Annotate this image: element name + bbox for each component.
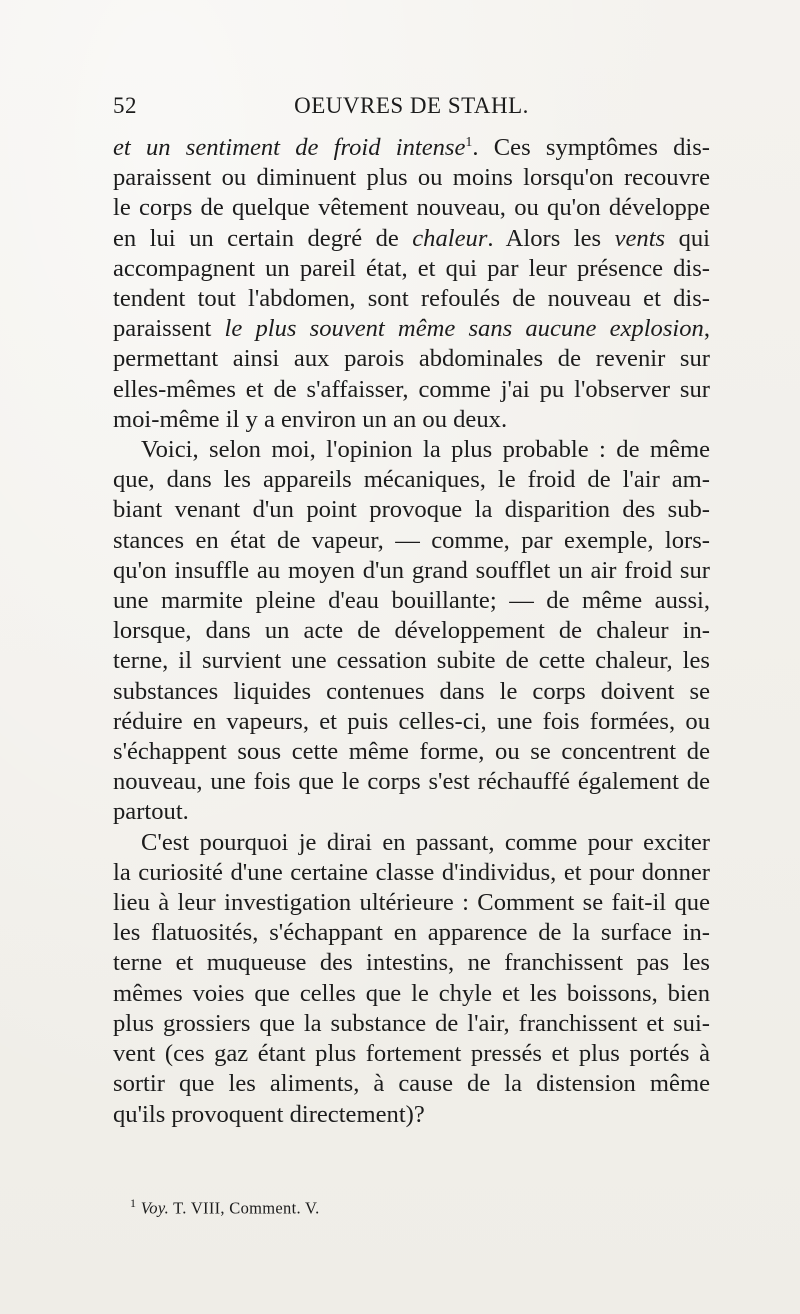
text-line: stances en état de vapeur, — comme, par exemple, lors- bbox=[113, 526, 710, 554]
italic-phrase: le plus souvent même sans aucune explosion bbox=[224, 315, 704, 343]
footnote-mark: 1 bbox=[130, 1196, 137, 1210]
text-line: terne, il survient une cessation subite de cette chaleur, les bbox=[113, 647, 710, 675]
running-title: OEUVRES DE STAHL. bbox=[294, 93, 529, 118]
text-line: C'est pourquoi je dirai en passant, comme pour exciter bbox=[141, 828, 710, 856]
text-line: lorsque, dans un acte de développement de chaleur in- bbox=[113, 617, 710, 645]
italic-phrase: et un sentiment de froid intense bbox=[113, 134, 466, 161]
text-line: s'échappent sous cette même forme, ou se concentrent de bbox=[113, 738, 710, 766]
page-number: 52 bbox=[113, 93, 137, 118]
text-line: partout. bbox=[113, 798, 189, 826]
text-line: nouveau, une fois que le corps s'est réchauffé également de bbox=[113, 768, 710, 796]
text-run: . Ces symptômes dis- bbox=[472, 134, 711, 161]
text-run: , bbox=[703, 315, 710, 343]
paragraph-3 bbox=[113, 828, 710, 1130]
text-line: plus grossiers que la substance de l'air, franchissent et sui- bbox=[113, 1009, 710, 1037]
text-line: accompagnent un pareil état, et qui par leur présence dis- bbox=[113, 254, 710, 282]
text-line: mêmes voies que celles que le chyle et les boissons, bien bbox=[113, 979, 710, 1007]
italic-word: vents bbox=[614, 224, 666, 252]
text-line: la curiosité d'une certaine classe d'individus, et pour donner bbox=[113, 858, 710, 886]
text-run: qui bbox=[665, 224, 710, 252]
footnote-abbrev: Voy. bbox=[140, 1198, 169, 1218]
footnote-text: T. VIII, Comment. V. bbox=[169, 1198, 320, 1218]
paragraph-2 bbox=[113, 435, 710, 828]
text-run: en lui un certain degré de bbox=[113, 224, 413, 252]
text-line: les flatuosités, s'échappant en apparence de la surface in- bbox=[113, 919, 710, 947]
text-line: qu'on insuffle au moyen d'un grand soufflet un air froid sur bbox=[113, 556, 710, 584]
text-line bbox=[113, 224, 710, 254]
text-line: réduire en vapeurs, et puis celles-ci, une fois formées, ou bbox=[113, 707, 710, 735]
text-line: biant venant d'un point provoque la disparition des sub- bbox=[113, 496, 710, 524]
paragraph-1 bbox=[113, 133, 710, 435]
text-line: qu'ils provoquent directement)? bbox=[113, 1100, 425, 1128]
text-line: elles-mêmes et de s'affaisser, comme j'ai pu l'observer sur bbox=[113, 375, 710, 403]
text-line: lieu à leur investigation ultérieure : Comment se fait-il que bbox=[113, 889, 710, 917]
text-line: une marmite pleine d'eau bouillante; — de même aussi, bbox=[113, 587, 710, 615]
text-line: paraissent ou diminuent plus ou moins lorsqu'on recouvre bbox=[113, 164, 710, 192]
text-line bbox=[113, 133, 710, 163]
text-run: paraissent bbox=[113, 315, 225, 343]
footnote-reference: 1 bbox=[465, 134, 473, 150]
footnote bbox=[130, 1196, 690, 1219]
text-run: . Alors les bbox=[487, 224, 615, 252]
text-line: substances liquides contenues dans le corps doivent se bbox=[113, 677, 710, 705]
text-line: tendent tout l'abdomen, sont refoulés de nouveau et dis- bbox=[113, 285, 710, 313]
text-line: que, dans les appareils mécaniques, le froid de l'air am- bbox=[113, 466, 710, 494]
body-text bbox=[113, 133, 710, 1130]
text-line: permettant ainsi aux parois abdominales de revenir sur bbox=[113, 345, 710, 373]
text-line: moi-même il y a environ un an ou deux. bbox=[113, 405, 508, 433]
text-line: sortir que les aliments, à cause de la distension même bbox=[113, 1070, 710, 1098]
text-line bbox=[113, 314, 710, 344]
italic-word: chaleur bbox=[412, 224, 488, 252]
text-line: terne et muqueuse des intestins, ne franchissent pas les bbox=[113, 949, 710, 977]
text-line: vent (ces gaz étant plus fortement pressés et plus portés à bbox=[113, 1040, 710, 1068]
text-line: le corps de quelque vêtement nouveau, ou qu'on développe bbox=[113, 194, 710, 222]
text-line: Voici, selon moi, l'opinion la plus probable : de même bbox=[141, 436, 710, 464]
